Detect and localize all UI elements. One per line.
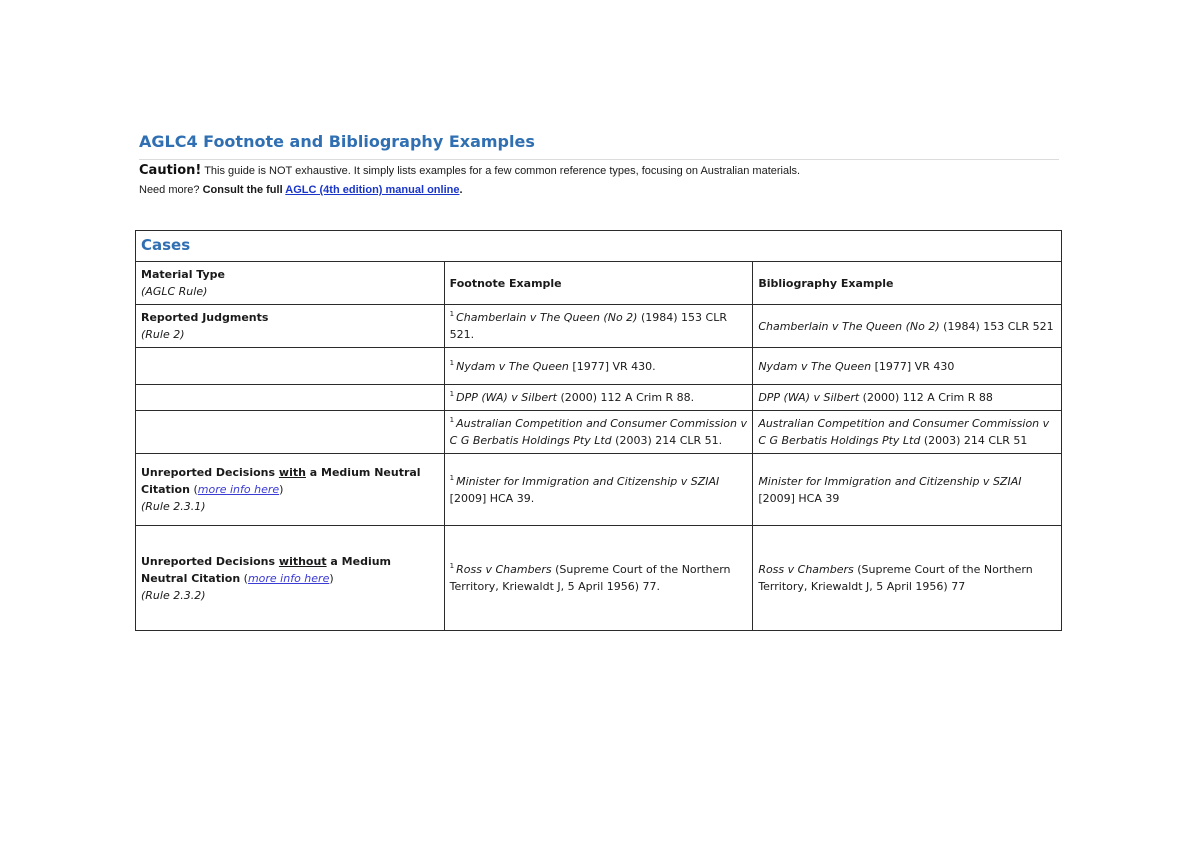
material-type-cell [136, 411, 445, 454]
bibliography-case-name: Chamberlain v The Queen (No 2) [758, 319, 940, 333]
material-type [141, 466, 421, 496]
caution-label: Caution! [139, 163, 202, 178]
footnote-cell [444, 526, 753, 631]
material-type-cell [136, 305, 445, 348]
footnote-citation: (Supreme Court of the Northern Territory, Kriewaldt J, 5 April 1956) 77. [449, 563, 731, 593]
bibliography-citation: [2009] HCA 39 [758, 491, 840, 505]
footnote-case-name: Ross v Chambers [456, 563, 552, 576]
footnote-citation: [2009] HCA 39. [449, 491, 535, 505]
material-type-text: Unreported Decisions [141, 554, 279, 568]
material-type-emphasis: without [278, 554, 327, 568]
rule-ref: (Rule 2) [141, 328, 185, 341]
section-title: Cases [141, 236, 191, 254]
aglc-manual-link[interactable]: AGLC (4th edition) manual online [285, 184, 460, 196]
footnote-case-name: Minister for Immigration and Citizenship v SZIAI [456, 474, 720, 488]
material-type: Reported Judgments [141, 311, 269, 324]
page-title: AGLC4 Footnote and Bibliography Examples [139, 132, 535, 151]
bibliography-case-name: Nydam v The Queen [758, 359, 872, 373]
footnote-marker: 1 [449, 310, 455, 319]
material-type-emphasis: with [278, 466, 306, 479]
bibliography-citation: (2000) 112 A Crim R 88 [859, 391, 993, 404]
bibliography-cell [753, 385, 1062, 411]
bibliography-cell [753, 348, 1062, 385]
footnote-marker: 1 [449, 390, 455, 399]
footnote-case-name: Nydam v The Queen [456, 359, 569, 373]
header-material-label: Material Type [141, 268, 226, 281]
more-prefix: Need more? [139, 184, 203, 196]
header-rule-label: (AGLC Rule) [141, 285, 208, 298]
more-info-line [139, 184, 463, 196]
bibliography-citation: [1977] VR 430 [871, 359, 955, 373]
bibliography-citation: (2003) 214 CLR 51 [920, 434, 1028, 447]
footnote-citation: (2000) 112 A Crim R 88. [556, 391, 695, 404]
header-bibliography: Bibliography Example [753, 262, 1062, 305]
more-suffix: . [459, 184, 463, 196]
footnote-citation: (2003) 214 CLR 51. [611, 434, 723, 447]
material-type-text: Unreported Decisions [141, 466, 279, 479]
bibliography-case-name: DPP (WA) v Silbert [758, 391, 860, 404]
cases-table [135, 230, 1062, 631]
title-divider [139, 159, 1059, 160]
footnote-case-name: Chamberlain v The Queen (No 2) [456, 311, 638, 324]
material-type-cell [136, 385, 445, 411]
material-type-text-end: a Medium Neutral Citation [141, 554, 392, 585]
footnote-marker: 1 [449, 562, 455, 571]
material-type-cell [136, 348, 445, 385]
bibliography-citation: (1984) 153 CLR 521 [939, 319, 1054, 333]
footnote-marker: 1 [449, 358, 455, 367]
table-row [136, 454, 1062, 526]
bibliography-cell [753, 305, 1062, 348]
table-header-row [136, 262, 1062, 305]
material-type-text-end: a Medium Neutral Citation [141, 466, 421, 496]
footnote-marker: 1 [449, 416, 455, 425]
table-row [136, 348, 1062, 385]
caution-text: This guide is NOT exhaustive. It simply lists examples for a few common reference types, focusing on Australian materials. [201, 165, 801, 177]
table-row [136, 305, 1062, 348]
rule-ref: (Rule 2.3.1) [141, 500, 206, 513]
more-info-link[interactable]: more info here [247, 571, 330, 585]
bibliography-case-name: Australian Competition and Consumer Commission v C G Berbatis Holdings Pty Ltd [758, 417, 1050, 447]
rule-ref: (Rule 2.3.2) [141, 588, 206, 602]
bibliography-case-name: Ross v Chambers [758, 563, 854, 576]
bibliography-cell [753, 411, 1062, 454]
footnote-cell [444, 411, 753, 454]
footnote-citation: (1984) 153 CLR 521. [449, 311, 727, 341]
footnote-cell [444, 348, 753, 385]
bibliography-case-name: Minister for Immigration and Citizenship v SZIAI [758, 474, 1022, 488]
footnote-cell [444, 305, 753, 348]
more-bold-text: Consult the full [202, 184, 286, 196]
table-row [136, 411, 1062, 454]
footnote-citation: [1977] VR 430. [568, 359, 656, 373]
header-material-type [136, 262, 445, 305]
caution-notice [139, 163, 800, 178]
footnote-marker: 1 [449, 473, 455, 482]
table-row [136, 526, 1062, 631]
footnote-case-name: Australian Competition and Consumer Commission v C G Berbatis Holdings Pty Ltd [449, 417, 747, 447]
table-row [136, 385, 1062, 411]
footnote-cell [444, 385, 753, 411]
footnote-case-name: DPP (WA) v Silbert [456, 391, 557, 404]
material-type-cell: Unreported Decisions with a Medium Neutral Citation (more info here) (Rule 2.3.1) [136, 454, 445, 526]
section-header-cell [136, 231, 1062, 262]
bibliography-cell [753, 526, 1062, 631]
bibliography-cell [753, 454, 1062, 526]
header-footnote: Footnote Example [444, 262, 753, 305]
footnote-cell [444, 454, 753, 526]
more-info-link[interactable]: more info here [197, 483, 280, 496]
material-type-cell: Unreported Decisions without a Medium Neutral Citation (more info here) (Rule 2.3.2) [136, 526, 445, 631]
bibliography-citation: (Supreme Court of the Northern Territory, Kriewaldt J, 5 April 1956) 77 [758, 563, 1033, 593]
